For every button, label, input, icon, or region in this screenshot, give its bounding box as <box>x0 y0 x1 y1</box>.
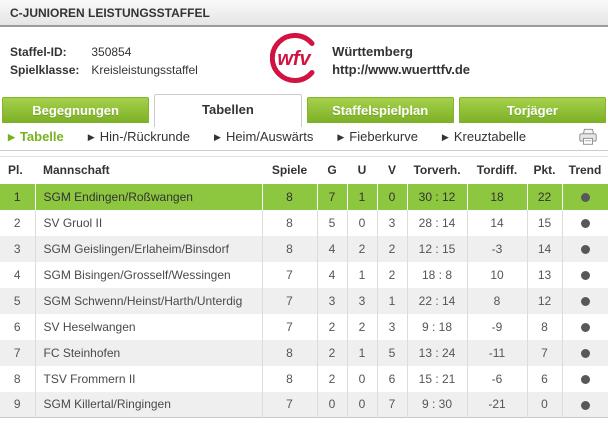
table-header-row <box>0 157 608 184</box>
standings-table <box>0 156 608 418</box>
col-header-v: V <box>377 157 407 184</box>
cell-tordiff: -6 <box>467 366 527 392</box>
subnav-hin-rueckrunde[interactable] <box>88 129 190 144</box>
cell-g: 3 <box>317 288 347 314</box>
subnav-label: Tabelle <box>19 129 64 144</box>
cell-trend <box>562 210 608 236</box>
cell-spiele: 8 <box>262 184 317 210</box>
page-header <box>0 0 608 27</box>
subnav-label: Kreuztabelle <box>453 129 527 144</box>
cell-pkt: 6 <box>527 366 562 392</box>
cell-trend <box>562 314 608 340</box>
cell-pkt: 14 <box>527 236 562 262</box>
cell-spiele: 7 <box>262 262 317 288</box>
cell-torverh: 9 : 30 <box>407 392 467 418</box>
tab-torjaeger[interactable]: Torjäger <box>459 97 606 123</box>
subnav-fieberkurve[interactable] <box>337 129 418 144</box>
trend-steady-icon <box>581 193 590 202</box>
cell-g: 2 <box>317 314 347 340</box>
cell-u: 3 <box>347 288 377 314</box>
table-row <box>0 340 608 366</box>
cell-pl: 3 <box>0 236 35 262</box>
subnav-tabelle[interactable] <box>8 129 64 144</box>
table-row <box>0 184 608 210</box>
association-url[interactable]: http://www.wuerttfv.de <box>332 61 470 77</box>
cell-g: 5 <box>317 210 347 236</box>
cell-mannschaft: SV Heselwangen <box>35 314 262 340</box>
arrow-right-icon: ▶ <box>441 132 449 142</box>
cell-spiele: 8 <box>262 366 317 392</box>
trend-steady-icon <box>581 375 590 384</box>
table-row <box>0 262 608 288</box>
cell-pl: 4 <box>0 262 35 288</box>
subnav-label: Fieberkurve <box>349 129 418 144</box>
cell-v: 5 <box>377 340 407 366</box>
cell-g: 7 <box>317 184 347 210</box>
spielklasse-label: Spielklasse: <box>10 62 80 77</box>
col-header-pkt: Pkt. <box>527 157 562 184</box>
print-icon[interactable] <box>576 126 600 148</box>
arrow-right-icon: ▶ <box>8 132 15 142</box>
cell-v: 2 <box>377 262 407 288</box>
col-header-u: U <box>347 157 377 184</box>
cell-torverh: 22 : 14 <box>407 288 467 314</box>
arrow-right-icon: ▶ <box>337 132 345 142</box>
cell-mannschaft: SGM Schwenn/Heinst/Harth/Unterdig <box>35 288 262 314</box>
association-text <box>332 43 470 79</box>
cell-pkt: 12 <box>527 288 562 314</box>
cell-pl: 7 <box>0 340 35 366</box>
cell-pl: 6 <box>0 314 35 340</box>
cell-spiele: 8 <box>262 340 317 366</box>
cell-u: 2 <box>347 314 377 340</box>
cell-trend <box>562 392 608 418</box>
cell-pkt: 22 <box>527 184 562 210</box>
cell-tordiff: -3 <box>467 236 527 262</box>
cell-u: 0 <box>347 210 377 236</box>
cell-pl: 9 <box>0 392 35 418</box>
cell-tordiff: 14 <box>467 210 527 236</box>
table-row <box>0 314 608 340</box>
cell-pkt: 15 <box>527 210 562 236</box>
cell-pl: 5 <box>0 288 35 314</box>
cell-mannschaft: SGM Killertal/Ringingen <box>35 392 262 418</box>
subnav-label: Heim/Auswärts <box>225 129 314 144</box>
cell-v: 1 <box>377 288 407 314</box>
table-row <box>0 366 608 392</box>
trend-steady-icon <box>581 297 590 306</box>
cell-trend <box>562 262 608 288</box>
association-block <box>270 33 470 88</box>
cell-mannschaft: SV Gruol II <box>35 210 262 236</box>
cell-u: 1 <box>347 262 377 288</box>
cell-tordiff: 8 <box>467 288 527 314</box>
cell-g: 2 <box>317 340 347 366</box>
wfv-logo-icon <box>270 33 320 88</box>
cell-mannschaft: TSV Frommern II <box>35 366 262 392</box>
subnav-kreuztabelle[interactable] <box>442 129 526 144</box>
cell-tordiff: -11 <box>467 340 527 366</box>
cell-tordiff: 18 <box>467 184 527 210</box>
arrow-right-icon: ▶ <box>214 132 221 142</box>
cell-v: 2 <box>377 236 407 262</box>
trend-steady-icon <box>581 401 590 410</box>
cell-tordiff: -21 <box>467 392 527 418</box>
spielklasse-value: Kreisleistungsstaffel <box>91 62 198 77</box>
association-name: Württemberg <box>332 43 413 59</box>
cell-mannschaft: SGM Geislingen/Erlaheim/Binsdorf <box>35 236 262 262</box>
table-row <box>0 288 608 314</box>
col-header-mannschaft: Mannschaft <box>35 157 262 184</box>
table-row <box>0 236 608 262</box>
cell-spiele: 8 <box>262 236 317 262</box>
col-header-trend: Trend <box>562 157 608 184</box>
cell-mannschaft: FC Steinhofen <box>35 340 262 366</box>
cell-v: 0 <box>377 184 407 210</box>
trend-steady-icon <box>581 245 590 254</box>
staffel-id-value: 350854 <box>91 44 132 59</box>
staffel-id-row <box>10 43 198 61</box>
cell-pkt: 8 <box>527 314 562 340</box>
cell-torverh: 12 : 15 <box>407 236 467 262</box>
svg-text:wfv: wfv <box>277 48 311 70</box>
cell-v: 3 <box>377 314 407 340</box>
cell-mannschaft: SGM Bisingen/Grosself/Wessingen <box>35 262 262 288</box>
col-header-torverh: Torverh. <box>407 157 467 184</box>
cell-mannschaft: SGM Endingen/Roßwangen <box>35 184 262 210</box>
tab-tabellen[interactable]: Tabellen <box>154 94 301 127</box>
subnav-label: Hin-/Rückrunde <box>99 129 191 144</box>
table-row <box>0 210 608 236</box>
staffel-info <box>10 43 198 79</box>
trend-steady-icon <box>581 219 590 228</box>
table-subnav <box>0 123 608 151</box>
page-title: C-JUNIOREN LEISTUNGSSTAFFEL <box>10 6 210 20</box>
info-section <box>0 27 608 93</box>
cell-trend <box>562 366 608 392</box>
cell-torverh: 13 : 24 <box>407 340 467 366</box>
cell-g: 4 <box>317 236 347 262</box>
staffel-id-label: Staffel-ID: <box>10 44 67 59</box>
cell-tordiff: 10 <box>467 262 527 288</box>
cell-tordiff: -9 <box>467 314 527 340</box>
cell-v: 7 <box>377 392 407 418</box>
cell-u: 2 <box>347 236 377 262</box>
spielklasse-row <box>10 61 198 79</box>
subnav-heim-auswaerts[interactable] <box>214 129 313 144</box>
col-header-tordiff: Tordiff. <box>467 157 527 184</box>
col-header-spiele: Spiele <box>262 157 317 184</box>
tab-begegnungen[interactable]: Begegnungen <box>2 97 149 123</box>
cell-spiele: 7 <box>262 288 317 314</box>
tab-staffelspielplan[interactable]: Staffelspielplan <box>307 97 454 123</box>
cell-g: 4 <box>317 262 347 288</box>
cell-u: 0 <box>347 366 377 392</box>
cell-u: 0 <box>347 392 377 418</box>
cell-g: 2 <box>317 366 347 392</box>
trend-steady-icon <box>581 323 590 332</box>
cell-spiele: 7 <box>262 392 317 418</box>
table-row <box>0 392 608 418</box>
cell-torverh: 30 : 12 <box>407 184 467 210</box>
cell-pkt: 13 <box>527 262 562 288</box>
cell-spiele: 8 <box>262 210 317 236</box>
cell-torverh: 18 : 8 <box>407 262 467 288</box>
cell-pl: 2 <box>0 210 35 236</box>
main-tabs <box>0 93 608 123</box>
cell-trend <box>562 288 608 314</box>
trend-steady-icon <box>581 271 590 280</box>
cell-u: 1 <box>347 184 377 210</box>
cell-u: 1 <box>347 340 377 366</box>
cell-pl: 1 <box>0 184 35 210</box>
cell-g: 0 <box>317 392 347 418</box>
arrow-right-icon: ▶ <box>87 132 95 142</box>
cell-trend <box>562 184 608 210</box>
cell-pkt: 0 <box>527 392 562 418</box>
cell-pkt: 7 <box>527 340 562 366</box>
cell-trend <box>562 340 608 366</box>
cell-torverh: 9 : 18 <box>407 314 467 340</box>
cell-torverh: 28 : 14 <box>407 210 467 236</box>
trend-steady-icon <box>581 349 590 358</box>
cell-torverh: 15 : 21 <box>407 366 467 392</box>
col-header-g: G <box>317 157 347 184</box>
cell-pl: 8 <box>0 366 35 392</box>
cell-v: 3 <box>377 210 407 236</box>
cell-trend <box>562 236 608 262</box>
cell-v: 6 <box>377 366 407 392</box>
cell-spiele: 7 <box>262 314 317 340</box>
col-header-pl: Pl. <box>0 157 35 184</box>
standings-body <box>0 184 608 418</box>
